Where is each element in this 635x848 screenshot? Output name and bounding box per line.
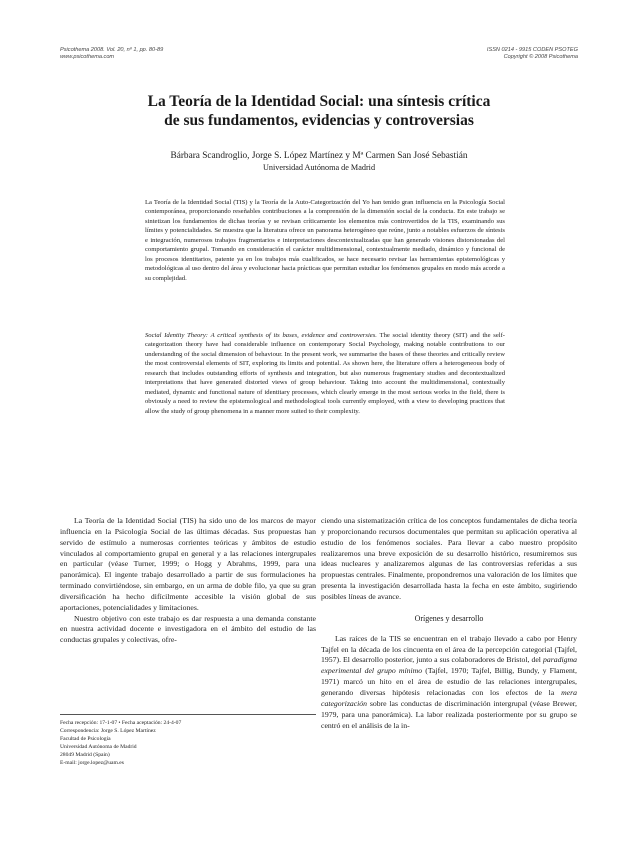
body-column-left [60,516,316,646]
english-abstract-body: The social identity theory (SIT) and the self-categorization theory have had considerable influence on contemporary Social Psychology, making notable contributions to our understanding of the social dimension of behaviour. In the present work, we summarise the bases of these theories and critically review the most controversial elements of SIT, exploring its limits and potential. As shown here, the literature offers a heterogeneous body of research that includes outstanding efforts of synthesis and integration, but also numerous fragmentary studies and decontextualized interpretations that have generated distorted views of group behaviour. Taking into account the multidimensional, contextually mediated, dynamic and functional nature of identitary processes, which clearly emerge in the most serious works in the field, there is obviously a need to review the epistemological and methodological tools currently employed, with a view to developing practices that allow the study of group phenomena in a manner more suited to their complexity. [145,332,505,415]
footnote-address: 28049 Madrid (Spain) [60,752,110,759]
emphasis-minimal-group: paradigma experimental del grupo mínimo [321,655,577,676]
emphasis-mere-categorization: mera categorización [321,687,577,708]
paragraph: La Teoría de la Identidad Social (TIS) ha sido uno de los marcos de mayor influencia en la Psicología Social de las últimas décadas. Sus propuestas han servido de estímulo a numerosas corrientes teóricas y ámbitos de estudio vinculados al comportamiento grupal en general y a las relaciones intergrupales en particular (véase Turner, 1999; o Hogg y Abrahms, 1999, para una panorámica). El ingente trabajo desarrollado a partir de sus formulaciones ha terminado convirtiéndose, sin embargo, en un arma de doble filo, ya que su gran diversificación ha hecho difícilmente accesible la visión global de sus aportaciones, potencialidades y limitaciones. [60,516,316,612]
paragraph: Nuestro objetivo con este trabajo es dar respuesta a una demanda constante en nuestra actividad docente e investigadora en el ámbito del estudio de las conductas grupales y colectivas, ofre- [60,613,316,645]
paragraph: ciendo una sistematización crítica de los conceptos fundamentales de dicha teoría y proporcionando recursos documentales que permitan su aplicación operativa al estudio de los fenómenos sociales. Para llevar a cabo nuestro propósito realizaremos una breve exposición de su desarrollo histórico, resumiremos sus ideas nucleares y analizaremos algunas de las controversias referidas a sus propuestas centrales. Finalmente, propondremos una valoración de los límites que presenta la investigación desarrollada hasta la fecha en este ámbito, sugiriendo posibles líneas de avance. [321,516,577,601]
english-abstract-title: Social Identity Theory: A critical synthesis of its bases, evidence and controversies. [145,332,377,339]
abstract-spanish: La Teoría de la Identidad Social (TIS) y la Teoría de la Auto-Categorización del Yo han tenido gran influencia en la Psicología Social contemporánea, proporcionando reseñables contribuciones a la comprensión de la dimensión social de la conducta. En este trabajo se sintetizan los fundamentos de dichas teorías y se revisan críticamente los elementos más controvertidos de la TIS, examinando sus límites y potencialidades. Se muestra que la literatura ofrece un panorama heterogéneo que reúne, junto a notables esfuerzos de síntesis e integración, numerosos trabajos fragmentarios e interpretaciones descontextualizadas que han generado visiones distorsionadas del comportamiento grupal. Tomando en consideración el carácter multidimensional, contextualmente mediado, dinámico y funcional de los procesos identitarios, patente ya en los trabajos más cualificados, se hace necesario revisar las herramientas epistemológicas y metodológicas al uso dentro del área y evolucionar hacia prácticas que permitan estudiar los fenómenos grupales en modo más acorde a su complejidad. [145,199,505,282]
issn-line: ISSN 0214 - 9915 CODEN PSOTEG [486,47,578,53]
paragraph [321,634,577,732]
title-line-2: de sus fundamentos, evidencias y controversias [164,112,474,129]
text-run: (Tajfel, 1970; Tajfel, Billig, Bundy, y Flament, 1971) marcó un hito en el área de estudio de las relaciones intergrupales, generando diversas hipótesis relacionadas con los efectos de la [321,666,577,697]
footnote-correspondence: Correspondencia: Jorge S. López Martínez [60,728,156,735]
journal-citation: Psicothema 2008. Vol. 20, nº 1, pp. 80-89 [60,47,164,53]
section-heading: Orígenes y desarrollo [414,613,484,623]
running-header-right [487,47,578,61]
journal-website: www.psicothema.com [60,54,115,60]
text-run: Las raíces de la TIS se encuentran en el trabajo llevado a cabo por Henry Tajfel en la década de los cincuenta en el área de la percepción categorial (Tajfel, 1957). El desarrollo posterior, junto a sus colaboradores de Bristol, del [321,633,577,665]
body-column-right [321,516,577,731]
copyright-line: Copyright © 2008 Psicothema [503,54,578,60]
footnote-faculty: Facultad de Psicología [60,736,111,743]
abstract-english [145,331,505,416]
footnote-email: E-mail: jorge.lopez@uam.es [60,760,124,767]
footnote-dates: Fecha recepción: 17-1-07 • Fecha aceptación: 24-4-07 [60,720,182,726]
running-header-left [60,47,163,61]
text-run: sobre las conductas de discriminación intergrupal (véase Brewer, 1979, para una panorámica). La labor realizada posteriormente por su grupo se centró en el análisis de la in- [321,698,577,730]
footnote-university: Universidad Autónoma de Madrid [60,744,137,751]
author-list: Bárbara Scandroglio, Jorge S. López Martínez y Mª Carmen San José Sebastián [170,151,468,161]
footnote [60,719,316,768]
affiliation: Universidad Autónoma de Madrid [262,163,376,172]
footnote-divider [60,714,316,715]
title-line-1: La Teoría de la Identidad Social: una síntesis crítica [147,93,491,110]
article-title [60,92,578,130]
